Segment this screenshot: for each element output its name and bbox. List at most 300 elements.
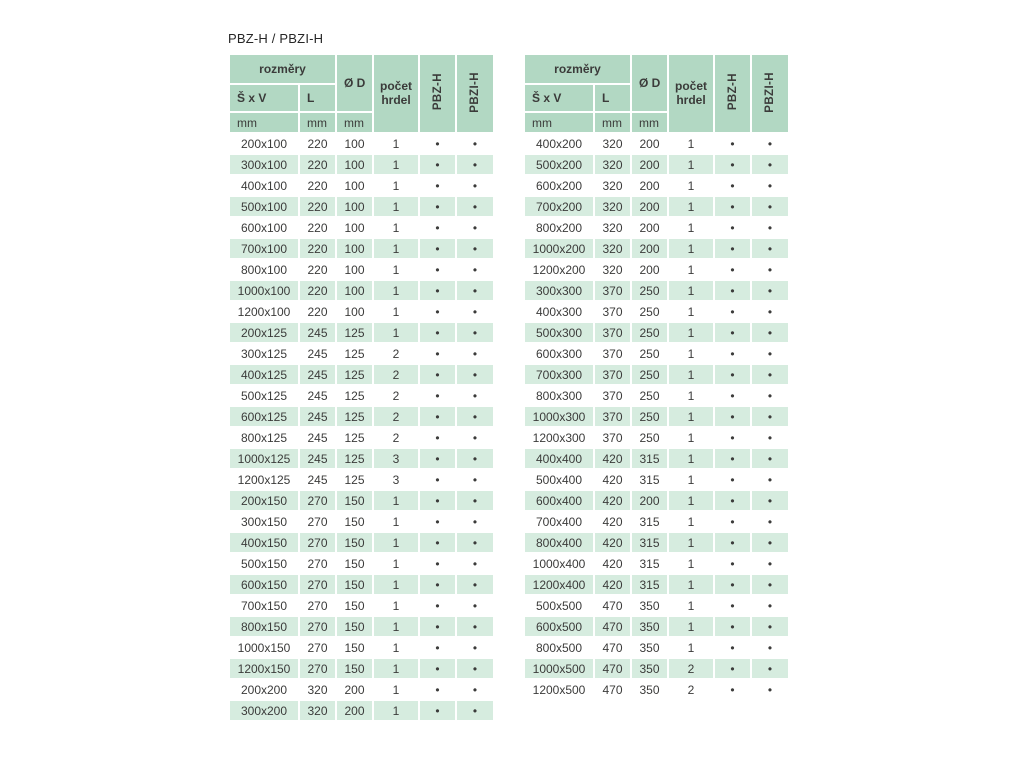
size-cell: 300x200 <box>230 701 298 720</box>
diameter-cell: 200 <box>632 134 667 153</box>
table-row <box>525 512 788 531</box>
header-pbzh <box>420 55 455 132</box>
pbzh-dot: • <box>715 239 750 258</box>
count-cell: 1 <box>669 365 713 384</box>
count-cell: 1 <box>374 533 418 552</box>
size-cell: 600x200 <box>525 176 593 195</box>
table-row <box>230 134 493 153</box>
pbzih-dot: • <box>457 218 493 237</box>
table-row <box>230 323 493 342</box>
table-row <box>525 176 788 195</box>
pbzih-dot: • <box>752 155 788 174</box>
count-cell: 2 <box>669 659 713 678</box>
diameter-cell: 315 <box>632 470 667 489</box>
header-pbzih-label: PBZI-H <box>469 71 481 113</box>
length-cell: 420 <box>595 470 630 489</box>
length-cell: 470 <box>595 617 630 636</box>
pbzih-dot: • <box>457 386 493 405</box>
count-cell: 1 <box>669 281 713 300</box>
diameter-cell: 125 <box>337 449 372 468</box>
pbzh-dot: • <box>420 134 455 153</box>
count-cell: 1 <box>374 659 418 678</box>
table-row <box>525 638 788 657</box>
diameter-cell: 100 <box>337 281 372 300</box>
pbzh-dot: • <box>420 638 455 657</box>
table-row <box>230 407 493 426</box>
diameter-cell: 200 <box>632 218 667 237</box>
length-cell: 220 <box>300 197 335 216</box>
pbzih-dot: • <box>752 407 788 426</box>
count-cell: 2 <box>374 407 418 426</box>
header-pbzih-label: PBZI-H <box>764 71 776 113</box>
pbzih-dot: • <box>457 260 493 279</box>
pbzh-dot: • <box>715 176 750 195</box>
length-cell: 245 <box>300 344 335 363</box>
count-cell: 1 <box>669 323 713 342</box>
header-pbzih <box>457 55 493 132</box>
count-cell: 1 <box>669 491 713 510</box>
pbzh-dot: • <box>420 365 455 384</box>
size-cell: 700x100 <box>230 239 298 258</box>
diameter-cell: 150 <box>337 512 372 531</box>
header-pocet-hrdel: počet hrdel <box>374 55 418 132</box>
size-cell: 1200x400 <box>525 575 593 594</box>
pbzh-dot: • <box>420 281 455 300</box>
diameter-cell: 100 <box>337 302 372 321</box>
table-row <box>525 617 788 636</box>
pbzh-dot: • <box>715 512 750 531</box>
pbzh-dot: • <box>715 533 750 552</box>
pbzih-dot: • <box>457 281 493 300</box>
diameter-cell: 150 <box>337 491 372 510</box>
size-cell: 700x150 <box>230 596 298 615</box>
length-cell: 470 <box>595 596 630 615</box>
length-cell: 220 <box>300 134 335 153</box>
length-cell: 420 <box>595 575 630 594</box>
pbzih-dot: • <box>457 554 493 573</box>
pbzih-dot: • <box>457 239 493 258</box>
page-title: PBZ-H / PBZI-H <box>228 31 324 46</box>
diameter-cell: 125 <box>337 344 372 363</box>
count-cell: 1 <box>374 239 418 258</box>
size-cell: 600x300 <box>525 344 593 363</box>
diameter-cell: 200 <box>632 491 667 510</box>
table-row <box>525 239 788 258</box>
size-cell: 500x300 <box>525 323 593 342</box>
count-cell: 1 <box>669 302 713 321</box>
pbzih-dot: • <box>752 197 788 216</box>
size-cell: 1000x500 <box>525 659 593 678</box>
pbzih-dot: • <box>752 638 788 657</box>
size-cell: 800x125 <box>230 428 298 447</box>
count-cell: 1 <box>374 575 418 594</box>
pbzh-dot: • <box>420 554 455 573</box>
size-cell: 800x100 <box>230 260 298 279</box>
count-cell: 1 <box>374 323 418 342</box>
count-cell: 1 <box>669 512 713 531</box>
diameter-cell: 100 <box>337 134 372 153</box>
diameter-cell: 350 <box>632 617 667 636</box>
length-cell: 245 <box>300 428 335 447</box>
size-cell: 1000x150 <box>230 638 298 657</box>
count-cell: 1 <box>374 197 418 216</box>
diameter-cell: 100 <box>337 218 372 237</box>
pbzh-dot: • <box>420 533 455 552</box>
pbzih-dot: • <box>752 491 788 510</box>
size-cell: 800x150 <box>230 617 298 636</box>
table-row <box>525 470 788 489</box>
pbzh-dot: • <box>715 596 750 615</box>
pbzh-dot: • <box>715 281 750 300</box>
diameter-cell: 200 <box>632 260 667 279</box>
length-cell: 220 <box>300 176 335 195</box>
size-cell: 300x125 <box>230 344 298 363</box>
diameter-cell: 250 <box>632 365 667 384</box>
pbzih-dot: • <box>457 680 493 699</box>
pbzih-dot: • <box>457 302 493 321</box>
length-cell: 220 <box>300 239 335 258</box>
size-cell: 600x150 <box>230 575 298 594</box>
diameter-cell: 150 <box>337 596 372 615</box>
pbzih-dot: • <box>752 176 788 195</box>
pbzih-dot: • <box>457 575 493 594</box>
length-cell: 320 <box>595 197 630 216</box>
pbzih-dot: • <box>752 575 788 594</box>
length-cell: 370 <box>595 302 630 321</box>
header-rozmery: rozměry <box>525 55 630 83</box>
header-l: L <box>300 85 335 111</box>
table-row <box>230 512 493 531</box>
count-cell: 2 <box>669 680 713 699</box>
pbzh-dot: • <box>420 407 455 426</box>
table-row <box>525 407 788 426</box>
diameter-cell: 200 <box>632 155 667 174</box>
pbzh-dot: • <box>420 218 455 237</box>
count-cell: 1 <box>669 617 713 636</box>
count-cell: 2 <box>374 428 418 447</box>
size-cell: 1000x400 <box>525 554 593 573</box>
pbzih-dot: • <box>457 365 493 384</box>
size-cell: 400x100 <box>230 176 298 195</box>
table-row <box>525 680 788 699</box>
table-row <box>525 659 788 678</box>
table-row <box>230 617 493 636</box>
pbzih-dot: • <box>752 134 788 153</box>
pbzh-dot: • <box>420 155 455 174</box>
diameter-cell: 125 <box>337 365 372 384</box>
pbzh-dot: • <box>420 176 455 195</box>
count-cell: 1 <box>374 512 418 531</box>
diameter-cell: 315 <box>632 512 667 531</box>
count-cell: 1 <box>669 533 713 552</box>
count-cell: 2 <box>374 386 418 405</box>
diameter-cell: 315 <box>632 554 667 573</box>
length-cell: 320 <box>595 239 630 258</box>
pbzh-dot: • <box>715 575 750 594</box>
length-cell: 270 <box>300 575 335 594</box>
header-rozmery: rozměry <box>230 55 335 83</box>
pbzh-dot: • <box>420 260 455 279</box>
length-cell: 270 <box>300 659 335 678</box>
pbzh-dot: • <box>420 701 455 720</box>
table-row <box>230 701 493 720</box>
table-row <box>230 680 493 699</box>
pbzih-dot: • <box>752 386 788 405</box>
pbzih-dot: • <box>457 428 493 447</box>
pbzih-dot: • <box>752 365 788 384</box>
unit-mm: mm <box>300 113 335 132</box>
size-cell: 600x100 <box>230 218 298 237</box>
pbzih-dot: • <box>752 302 788 321</box>
table-row <box>230 659 493 678</box>
diameter-cell: 315 <box>632 533 667 552</box>
pbzh-dot: • <box>715 449 750 468</box>
pbzh-dot: • <box>420 659 455 678</box>
pbzih-dot: • <box>457 176 493 195</box>
pbzih-dot: • <box>752 470 788 489</box>
table-row <box>230 554 493 573</box>
tables-container <box>228 53 790 722</box>
diameter-cell: 250 <box>632 386 667 405</box>
size-cell: 200x100 <box>230 134 298 153</box>
size-cell: 600x125 <box>230 407 298 426</box>
size-cell: 500x500 <box>525 596 593 615</box>
diameter-cell: 350 <box>632 596 667 615</box>
pbzh-dot: • <box>420 491 455 510</box>
diameter-cell: 250 <box>632 281 667 300</box>
pbzih-dot: • <box>752 344 788 363</box>
size-cell: 800x200 <box>525 218 593 237</box>
size-cell: 800x400 <box>525 533 593 552</box>
pbzh-dot: • <box>715 659 750 678</box>
size-cell: 1000x300 <box>525 407 593 426</box>
table-row <box>525 344 788 363</box>
pbzih-dot: • <box>752 659 788 678</box>
size-cell: 200x125 <box>230 323 298 342</box>
length-cell: 470 <box>595 680 630 699</box>
pbzh-dot: • <box>715 386 750 405</box>
unit-mm: mm <box>525 113 593 132</box>
pbzh-dot: • <box>420 428 455 447</box>
length-cell: 470 <box>595 638 630 657</box>
table-row <box>525 386 788 405</box>
unit-mm: mm <box>337 113 372 132</box>
table-header <box>230 55 493 132</box>
pbzh-dot: • <box>420 617 455 636</box>
size-cell: 500x100 <box>230 197 298 216</box>
table-row <box>230 260 493 279</box>
table-row <box>230 302 493 321</box>
pbzih-dot: • <box>752 596 788 615</box>
length-cell: 220 <box>300 155 335 174</box>
pbzh-dot: • <box>715 617 750 636</box>
size-cell: 700x400 <box>525 512 593 531</box>
size-cell: 500x200 <box>525 155 593 174</box>
size-cell: 600x500 <box>525 617 593 636</box>
table-row <box>525 323 788 342</box>
table-row <box>230 575 493 594</box>
size-cell: 400x300 <box>525 302 593 321</box>
pbzh-dot: • <box>420 680 455 699</box>
size-cell: 200x150 <box>230 491 298 510</box>
diameter-cell: 100 <box>337 176 372 195</box>
pbzih-dot: • <box>457 197 493 216</box>
count-cell: 1 <box>669 638 713 657</box>
length-cell: 420 <box>595 512 630 531</box>
size-cell: 800x300 <box>525 386 593 405</box>
pbzih-dot: • <box>457 323 493 342</box>
length-cell: 320 <box>300 701 335 720</box>
table-row <box>525 218 788 237</box>
length-cell: 245 <box>300 386 335 405</box>
length-cell: 420 <box>595 449 630 468</box>
size-cell: 300x300 <box>525 281 593 300</box>
table-row <box>230 281 493 300</box>
diameter-cell: 150 <box>337 617 372 636</box>
length-cell: 270 <box>300 596 335 615</box>
table-row <box>525 596 788 615</box>
pbzih-dot: • <box>752 512 788 531</box>
pbzh-dot: • <box>715 428 750 447</box>
pbzh-dot: • <box>420 512 455 531</box>
length-cell: 470 <box>595 659 630 678</box>
count-cell: 1 <box>669 155 713 174</box>
count-cell: 1 <box>669 596 713 615</box>
diameter-cell: 125 <box>337 386 372 405</box>
diameter-cell: 125 <box>337 428 372 447</box>
length-cell: 370 <box>595 344 630 363</box>
count-cell: 1 <box>669 554 713 573</box>
table-row <box>230 218 493 237</box>
unit-mm: mm <box>632 113 667 132</box>
header-pbzih <box>752 55 788 132</box>
count-cell: 1 <box>669 260 713 279</box>
size-cell: 500x125 <box>230 386 298 405</box>
table-header <box>525 55 788 132</box>
size-cell: 700x300 <box>525 365 593 384</box>
header-diameter: Ø D <box>337 55 372 111</box>
diameter-cell: 315 <box>632 449 667 468</box>
pbzh-dot: • <box>715 323 750 342</box>
pbzih-dot: • <box>752 617 788 636</box>
length-cell: 420 <box>595 533 630 552</box>
length-cell: 245 <box>300 323 335 342</box>
pbzih-dot: • <box>457 344 493 363</box>
length-cell: 420 <box>595 491 630 510</box>
header-sxv: Š x V <box>230 85 298 111</box>
size-cell: 400x400 <box>525 449 593 468</box>
table-row <box>525 575 788 594</box>
size-cell: 400x200 <box>525 134 593 153</box>
pbzh-dot: • <box>715 680 750 699</box>
diameter-cell: 150 <box>337 554 372 573</box>
pbzih-dot: • <box>457 134 493 153</box>
size-cell: 1000x125 <box>230 449 298 468</box>
table-row <box>230 239 493 258</box>
diameter-cell: 250 <box>632 323 667 342</box>
pbzih-dot: • <box>457 659 493 678</box>
length-cell: 320 <box>595 155 630 174</box>
length-cell: 245 <box>300 449 335 468</box>
table-body <box>230 134 493 720</box>
pbzih-dot: • <box>752 680 788 699</box>
table-row <box>525 533 788 552</box>
diameter-cell: 200 <box>632 197 667 216</box>
size-cell: 500x400 <box>525 470 593 489</box>
count-cell: 1 <box>669 470 713 489</box>
size-cell: 400x125 <box>230 365 298 384</box>
pbzih-dot: • <box>752 554 788 573</box>
pbzih-dot: • <box>752 533 788 552</box>
count-cell: 1 <box>374 638 418 657</box>
pbzih-dot: • <box>752 281 788 300</box>
table-row <box>525 554 788 573</box>
pbzh-dot: • <box>715 218 750 237</box>
pbzih-dot: • <box>457 638 493 657</box>
size-cell: 300x150 <box>230 512 298 531</box>
table-row <box>230 491 493 510</box>
length-cell: 320 <box>595 218 630 237</box>
diameter-cell: 100 <box>337 260 372 279</box>
pbzih-dot: • <box>752 239 788 258</box>
count-cell: 1 <box>374 302 418 321</box>
pbzh-dot: • <box>715 134 750 153</box>
diameter-cell: 150 <box>337 575 372 594</box>
pbzih-dot: • <box>457 470 493 489</box>
pbzih-dot: • <box>457 155 493 174</box>
count-cell: 1 <box>374 617 418 636</box>
size-cell: 300x100 <box>230 155 298 174</box>
diameter-cell: 100 <box>337 197 372 216</box>
table-row <box>525 365 788 384</box>
table-row <box>525 302 788 321</box>
header-pbzh-label: PBZ-H <box>726 73 739 111</box>
table-row <box>230 596 493 615</box>
table-row <box>230 176 493 195</box>
length-cell: 320 <box>595 176 630 195</box>
pbzih-dot: • <box>752 449 788 468</box>
length-cell: 245 <box>300 407 335 426</box>
size-cell: 1200x100 <box>230 302 298 321</box>
pbzih-dot: • <box>457 701 493 720</box>
length-cell: 270 <box>300 491 335 510</box>
length-cell: 320 <box>300 680 335 699</box>
size-cell: 1200x500 <box>525 680 593 699</box>
diameter-cell: 250 <box>632 302 667 321</box>
table-row <box>525 260 788 279</box>
count-cell: 1 <box>374 281 418 300</box>
size-cell: 700x200 <box>525 197 593 216</box>
size-cell: 600x400 <box>525 491 593 510</box>
spec-table-right <box>523 53 790 701</box>
pbzh-dot: • <box>420 323 455 342</box>
count-cell: 1 <box>374 596 418 615</box>
length-cell: 270 <box>300 533 335 552</box>
diameter-cell: 125 <box>337 323 372 342</box>
diameter-cell: 100 <box>337 155 372 174</box>
size-cell: 1200x200 <box>525 260 593 279</box>
count-cell: 1 <box>669 239 713 258</box>
table-row <box>230 470 493 489</box>
length-cell: 220 <box>300 281 335 300</box>
pbzih-dot: • <box>752 260 788 279</box>
count-cell: 2 <box>374 365 418 384</box>
count-cell: 1 <box>374 554 418 573</box>
diameter-cell: 250 <box>632 344 667 363</box>
length-cell: 370 <box>595 365 630 384</box>
pbzh-dot: • <box>420 302 455 321</box>
header-sxv: Š x V <box>525 85 593 111</box>
